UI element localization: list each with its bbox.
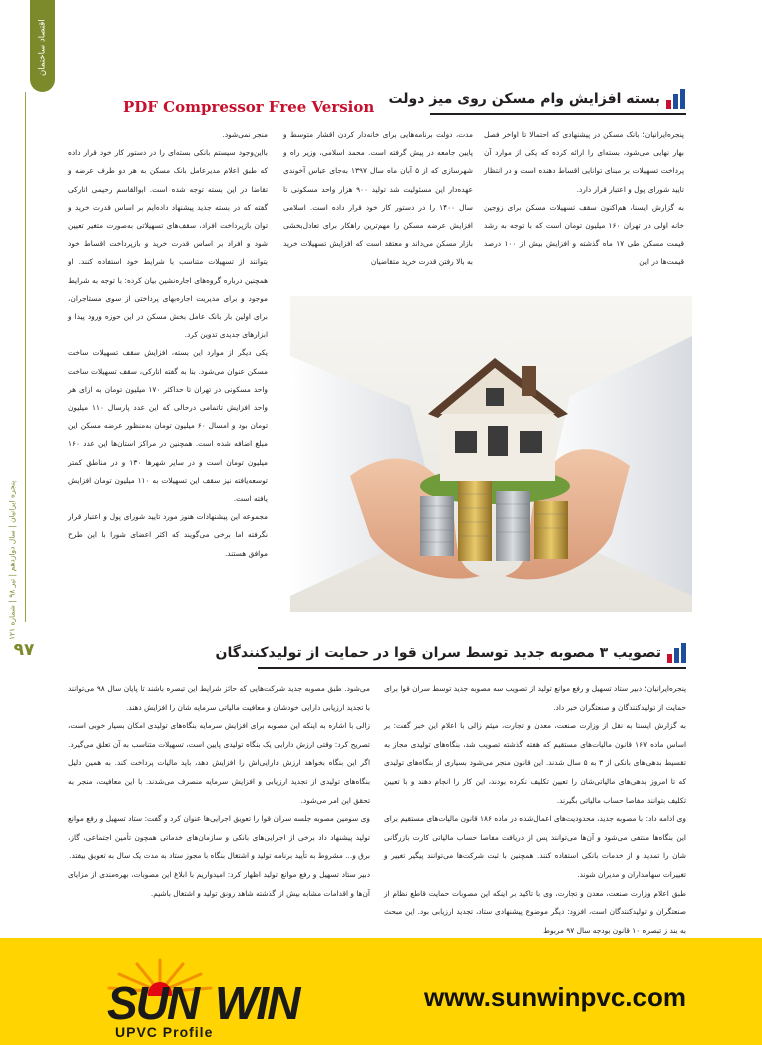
article2-headline [215, 642, 686, 664]
article1-headline [360, 88, 686, 110]
paragraph: دبیر ستاد تسهیل و رفع موانع تولید اظهار کرد: امیدواریم با ابلاغ این مصوبات، بهره‌مندی از مزایای آن‌ها و اقدامات مشابه بیش از گذشته شاهد رونق تولید و اشتغال باشیم. [68, 869, 370, 898]
article1-column-right [484, 126, 684, 272]
brand-sun-text: SUN [107, 977, 199, 1029]
article2-column-right [384, 680, 686, 940]
paragraph: به گزارش ایسنا به نقل از وزارت صنعت، معدن و تجارت، میثم زالی با اعلام این خبر گفت: بر اساس ماده ۱۶۷ قانون مالیات‌های مستقیم که هفته گذشته تصویب شد، بنگاه‌های تولیدی مجاز به تقسیط بدهی‌های بانکی از ۳ به ۵ سال شدند. این قانون منجر می‌شود بسیاری از بنگاه‌های تولیدی که تا امروز بدهی‌های مالیاتی‌شان را تعیین تکلیف نکرده بودند، این کار را انجام دهند و با تعیین تکلیف بتوانند مفاصا حساب مالیاتی بگیرند. [384, 721, 687, 805]
article1-title-underline [430, 113, 686, 115]
section-tab [30, 0, 55, 92]
paragraph: پنجره‌ایرانیان؛ بانک مسکن در پیشنهادی که احتمالا تا اواخر فصل بهار نهایی می‌شود، بسته‌ای را ارائه کرده که یکی از موارد آن پرداخت تسهیلات بر مبنای توانایی اقساط دهنده است و در انتظار تایید شورای پول و اعتبار قرار دارد. [484, 130, 684, 194]
bar-chart-icon [667, 643, 686, 663]
paragraph: وی سومین مصوبه جلسه سران قوا را تعویق اجرایی‌ها عنوان کرد و گفت: ستاد تسهیل و رفع موانع تولید پیشنهاد داد برخی از اجرایی‌های بانکی و سازمان‌های خدماتی همچون تأمین اجتماعی، گاز، برق و... مشروط به تأیید برنامه تولید و اشتغال بنگاه با مجوز ستاد به مدت یک سال به تعویق بیفتد. [68, 814, 370, 861]
sunwin-advertisement [0, 938, 762, 1045]
website-url[interactable]: www.sunwinpvc.com [424, 982, 686, 1012]
paragraph: مدت، دولت برنامه‌هایی برای خانه‌دار کردن اقشار متوسط و پایین جامعه در پیش گرفته است. محمد اسلامی، وزیر راه و شهرسازی که از ۵ آبان ماه سال ۱۳۹۷ به‌جای عباس آخوندی عهده‌دار این مسئولیت شد تولید ۹۰۰ هزار واحد مسکونی تا سال ۱۴۰۰ را در دستور کار خود قرار داده است. اسلامی افزایش عرضه مسکن را مهم‌ترین راهکار برای تعادل‌بخشی بازار مسکن می‌داند و معتقد است که افزایش تسهیلات خرید به بالا رفتن قدرت خرید متقاضیان [283, 130, 473, 267]
article2-column-left [68, 680, 370, 903]
paragraph: می‌شود. طبق مصوبه جدید شرکت‌هایی که حائز شرایط این تبصره باشند تا پایان سال ۹۸ می‌توانند با تجدید ارزیابی دارایی خودشان و معافیت مالیاتی سرمایه شان را افزایش دهند. [68, 684, 370, 712]
house-in-hands-photo [290, 296, 692, 612]
article1-column-middle [283, 126, 473, 272]
paragraph: وی ادامه داد: با مصوبه جدید، محدودیت‌های اعمال‌شده در ماده ۱۸۶ قانون مالیات‌های مستقیم برای این بنگاه‌ها منتفی می‌شود و آن‌ها می‌توانند پس از دریافت مفاصا حساب مالیاتی کارت بازرگانی شان را تمدید و از خدمات بانکی استفاده کنند. همچنین با ثبت شرکت‌ها می‌توانند پیگیر تغییر و تغییرات سهامداران و مدیران شوند. [384, 814, 686, 879]
brand-win-text: WIN [215, 977, 299, 1029]
paragraph: زالی با اشاره به اینکه این مصوبه برای افزایش سرمایه بنگاه‌های تولیدی امکان بسیار خوبی است، تصریح کرد: وقتی ارزش دارایی یک بنگاه تولیدی پایین است، تسهیلات متناسب به آن تعلق می‌گیرد. اگر این بنگاه بخواهد ارزش دارایی‌اش را افزایش دهد، باید مالیات پرداخت کند. به همین دلیل بنگاه‌های تولیدی از تجدید ارزیابی و افزایش سرمایه منصرف می‌شدند. با این معافیت، منجر به تحقق این امر می‌شود. [68, 721, 370, 805]
paragraph: منجر نمی‌شود. [222, 130, 268, 139]
paragraph: پنجره‌ایرانیان؛ دبیر ستاد تسهیل و رفع موانع تولید از تصویب سه مصوبه جدید توسط سران قوا برای حمایت از تولیدکنندگان و صنعتگران خبر داد. [384, 684, 686, 712]
sunwin-logo [85, 956, 310, 1040]
article2-title-underline [258, 667, 686, 669]
article2-title: تصویب ۳ مصوبه جدید توسط سران قوا در حمایت از تولیدکنندگان [215, 645, 661, 661]
sidebar-rule [25, 92, 26, 622]
brand-subtitle: UPVC Profile [115, 1024, 214, 1040]
house-in-hands-illustration [290, 296, 692, 612]
article1-column-left [68, 126, 268, 563]
page-number: ۹۷ [13, 640, 35, 660]
paragraph: یکی دیگر از موارد این بسته، افزایش سقف تسهیلات ساخت مسکن عنوان می‌شود. بنا به گفته انارکی، سقف تسهیلات ساخت واحد مسکونی در تهران تا حداکثر ۱۷۰ میلیون تومان به ازای هر واحد افزایش تا‌تمامی درحالی که این عدد پارسال ۱۱۰ میلیون تومان بود و امسال ۶۰ میلیون تومان به‌منظور عرضه مسکن این مبلغ اضافه شده است. همچنین در مراکز استان‌ها این عدد ۱۶۰ میلیون تومان است و در سایر شهرها ۱۳۰ و در مناطق کمتر توسعه‌یافته نیز سقف این تسهیلات به ۱۱۰ میلیون تومان افزایش یافته است. [68, 348, 269, 504]
bar-chart-icon [666, 89, 686, 109]
paragraph: به گزارش ایسنا، هم‌اکنون سقف تسهیلات مسکن برای زوجین خانه اولی در تهران ۱۶۰ میلیون تومان است که با توجه به رشد قیمت مسکن طی ۱۷ ماه گذشته و افزایش بیش از ۱۰۰ درصد قیمت‌ها در این [484, 202, 685, 267]
section-tab-label: اقتصاد ساختمان [37, 19, 48, 77]
watermark-text: PDF Compressor Free Version [123, 98, 375, 116]
paragraph: بااین‌وجود سیستم بانکی بسته‌ای را در دستور کار خود قرار داده که طبق اعلام مدیرعامل بانک مسکن به هر دو طرف عرضه و تقاضا در این بسته توجه شده است. ابوالقاسم رحیمی انارکی گفته که در بسته جدید پیشنهاد داده‌ایم بر اساس قدرت خرید و توان بازپرداخت افراد، سقف‌های تسهیلاتی به‌صورت متغیر تعیین شود و افراد بر اساس قدرت خرید و بازپرداخت اقساط خود بتوانند از تسهیلات متناسب با شرایط خود استفاده کنند. او همچنین درباره گروه‌های اجاره‌نشین بیان کرده: با توجه به شرایط موجود و برای مدیریت اجاره‌بهای پرداختی از سوی مستاجران، برای اولین بار بانک عامل بخش مسکن در این حوزه ورود پیدا و ابزارهای جدیدی تدوین کرد. [68, 148, 268, 340]
publication-info: پنجره ایرانیان | سال دوازدهم | تیر ۹۸ | شماره ۱۲۱ [7, 480, 17, 640]
paragraph: طبق اعلام وزارت صنعت، معدن و تجارت، وی با تاکید بر اینکه این مصوبات حمایت قاطع نظام از صنعتگران و تولیدکنندگان است، افزود: دیگر موضوع پیشنهادی ستاد، تجدید ارزیابی بود. این مبحث به بند ز تبصره ۱۰ قانون بودجه سال ۹۷ مربوط [384, 888, 686, 935]
article1-title: بسته افزایش وام مسکن روی میز دولت [388, 91, 660, 107]
paragraph: مجموعه این پیشنهادات هنوز مورد تایید شورای پول و اعتبار قرار نگرفته اما برخی می‌گویند که اکثر اعضای شورا با این طرح موافق هستند. [68, 512, 268, 558]
